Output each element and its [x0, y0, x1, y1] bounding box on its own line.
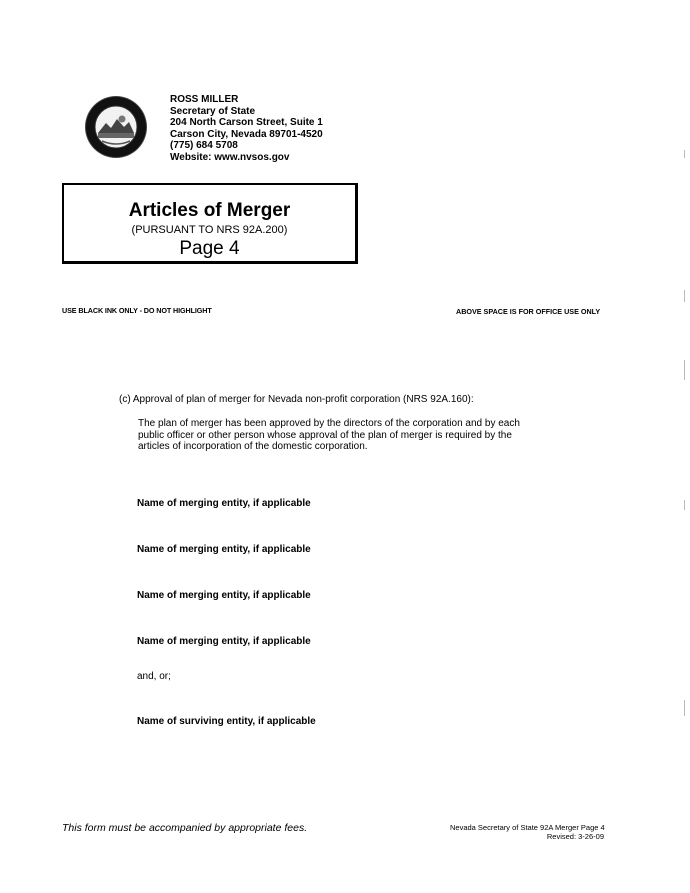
- paragraph-line: public officer or other person whose approval of the plan of merger is required by the: [138, 429, 512, 441]
- revision-date: Revised: 3-26-09: [546, 832, 604, 841]
- fees-notice: This form must be accompanied by appropriate fees.: [62, 822, 308, 834]
- scan-edge-mark: [684, 360, 685, 380]
- secretary-title: Secretary of State: [170, 105, 256, 117]
- secretary-name: ROSS MILLER: [170, 94, 239, 105]
- merging-entity-field-3: Name of merging entity, if applicable: [137, 590, 311, 601]
- form-identifier: Nevada Secretary of State 92A Merger Page 4: [450, 823, 605, 832]
- form-revision-info: [450, 823, 604, 841]
- approval-paragraph: [138, 418, 538, 453]
- scan-edge-mark: [684, 290, 685, 302]
- nevada-state-seal-icon: [86, 97, 146, 157]
- form-statute: (PURSUANT TO NRS 92A.200): [131, 224, 288, 236]
- form-page-label: Page 4: [179, 238, 240, 259]
- form-title-box: [62, 183, 358, 264]
- merging-entity-field-2: Name of merging entity, if applicable: [137, 544, 311, 555]
- merging-entity-field-4: Name of merging entity, if applicable: [137, 636, 311, 647]
- merging-entity-field-1: Name of merging entity, if applicable: [137, 498, 311, 509]
- secretary-contact-block: [170, 94, 323, 164]
- phone-number: (775) 684 5708: [170, 140, 238, 152]
- address-line-2: Carson City, Nevada 89701-4520: [170, 128, 323, 140]
- scan-edge-mark: [684, 150, 685, 158]
- surviving-entity-field: Name of surviving entity, if applicable: [137, 716, 316, 727]
- ink-instruction: USE BLACK INK ONLY - DO NOT HIGHLIGHT: [62, 306, 212, 315]
- scan-edge-mark: [684, 700, 685, 716]
- address-line-1: 204 North Carson Street, Suite 1: [170, 117, 323, 129]
- form-title: Articles of Merger: [128, 200, 291, 221]
- website: Website: www.nvsos.gov: [170, 151, 290, 163]
- paragraph-line: articles of incorporation of the domestic corporation.: [138, 441, 368, 453]
- and-or-connector: and, or;: [137, 671, 171, 682]
- paragraph-line: The plan of merger has been approved by the directors of the corporation and by each: [138, 418, 520, 429]
- scan-edge-mark: [684, 500, 685, 510]
- office-use-note: ABOVE SPACE IS FOR OFFICE USE ONLY: [456, 307, 601, 316]
- section-c-heading: (c) Approval of plan of merger for Nevada non-profit corporation (NRS 92A.160):: [119, 394, 474, 405]
